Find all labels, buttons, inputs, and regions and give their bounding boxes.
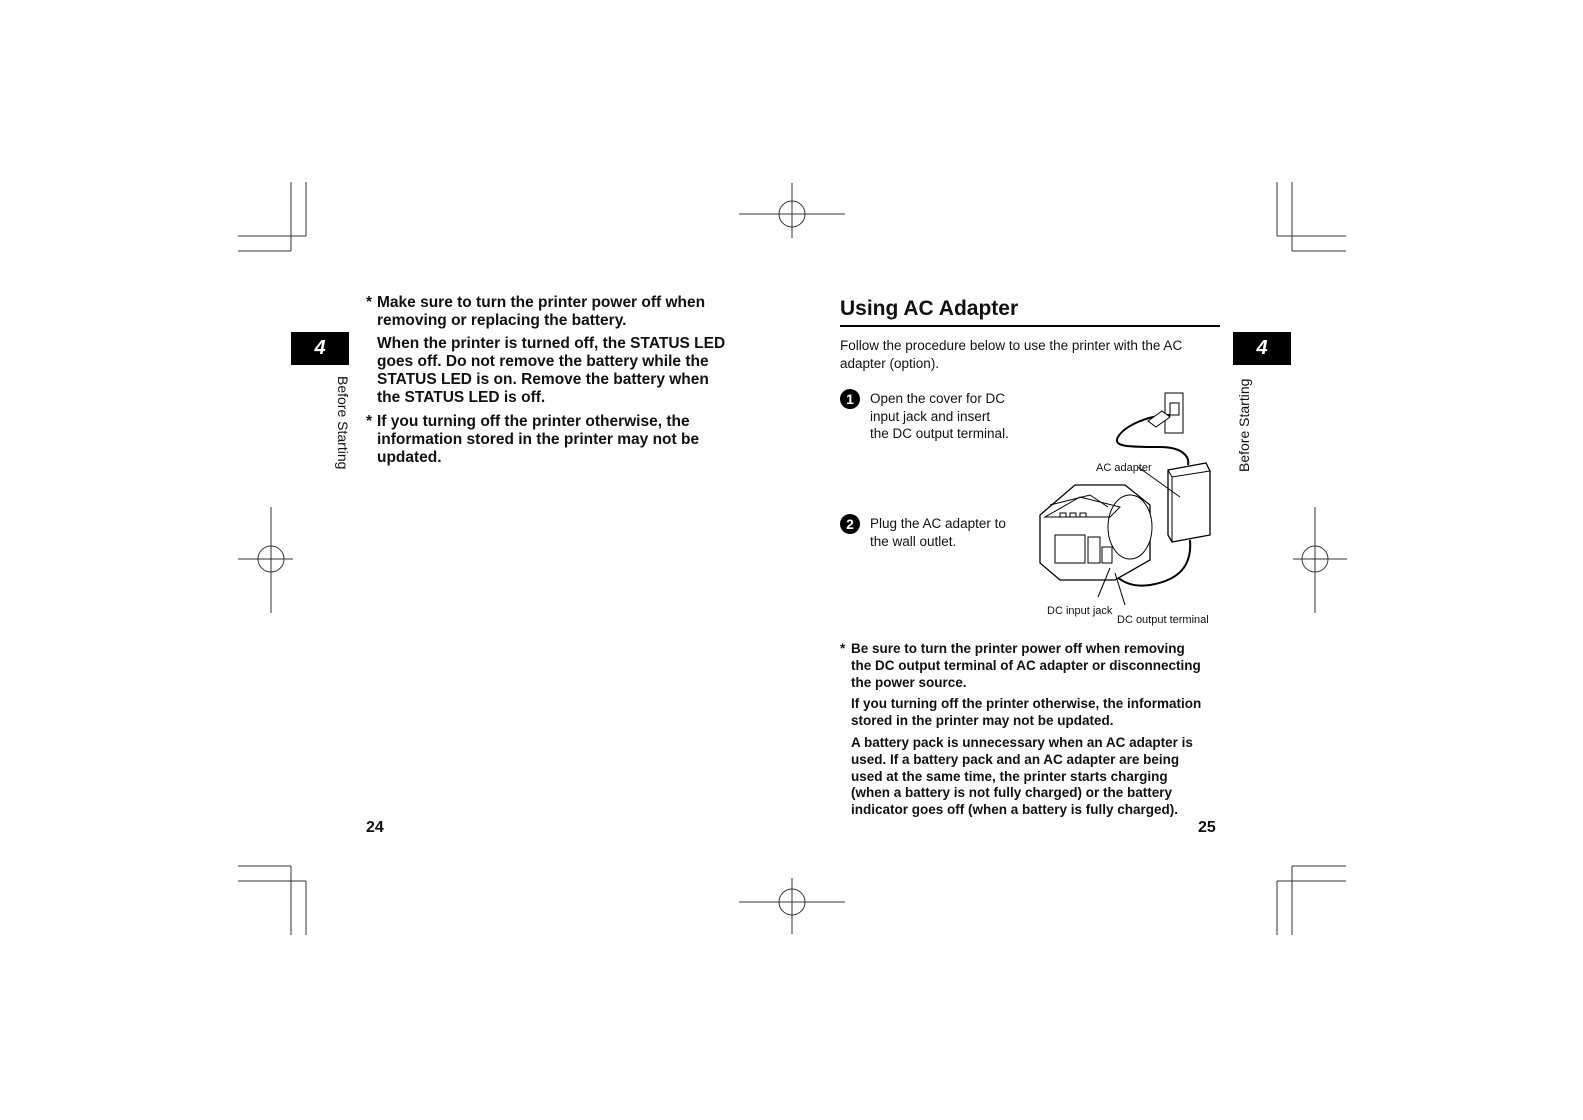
right-notes [840,641,1236,819]
chapter-number: 4 [314,337,326,359]
step-line: the wall outlet. [870,533,957,549]
note-line: updated. [377,449,442,466]
section-heading: Using AC Adapter [840,297,1019,320]
step-line: the DC output terminal. [870,426,1009,441]
chapter-tab-right [1233,332,1291,365]
note-line: stored in the printer may not be updated. [851,713,1114,729]
printer-icon [1040,485,1152,580]
note-2 [366,413,757,467]
note-line: If you turning off the printer otherwise, the information [851,696,1202,712]
step-line: Open the cover for DC [870,391,1006,406]
note-para-1 [840,641,1236,691]
step-number-badge: 1 [840,389,860,409]
note-para-2 [851,696,1236,730]
page-number-right: 25 [1198,819,1216,836]
chapter-title-vertical-left [335,376,351,469]
note-1 [366,294,757,330]
note-line: the power source. [851,674,967,690]
label-ac-adapter: AC adapter [1096,462,1152,474]
note-line: Make sure to turn the printer power off when [377,294,706,311]
step-line: Plug the AC adapter to [870,516,1006,531]
note-marker: * [366,413,373,430]
ac-adapter-illustration [1030,385,1230,630]
ac-adapter-icon [1168,463,1210,542]
note-line: When the printer is turned off, the STATUS LED [377,335,726,352]
intro-line: Follow the procedure below to use the printer with the AC [840,338,1183,353]
note-marker: * [840,641,846,656]
note-line: the DC output terminal of AC adapter or disconnecting [851,657,1201,673]
step-line: input jack and insert [870,408,991,424]
heading-rule [840,325,1220,327]
intro-line: adapter (option). [840,355,940,371]
note-line: the STATUS LED is off. [377,389,546,406]
chapter-number: 4 [1256,337,1268,359]
wall-outlet-icon [1165,393,1183,433]
note-line: information stored in the printer may not be [377,431,700,448]
note-line: used at the same time, the printer starts charging [851,768,1168,784]
chapter-title-vertical-right [1236,379,1252,472]
note-line: used. If a battery pack and an AC adapter are being [851,751,1180,767]
note-line: If you turning off the printer otherwise, the [377,413,690,430]
chapter-title: Before Starting [1236,378,1252,472]
intro-text [840,337,1220,372]
left-notes [366,294,757,467]
label-dc-input-jack: DC input jack [1047,605,1113,617]
step-text [870,515,1040,550]
note-line: goes off. Do not remove the battery while the [377,353,709,370]
chapter-tab-left [291,332,349,365]
note-line: (when a battery is not fully charged) or the battery [851,785,1173,801]
note-line: indicator goes off (when a battery is fully charged). [851,802,1179,818]
page-number-left: 24 [366,819,384,836]
step-number-badge: 2 [840,514,860,534]
label-dc-output-terminal: DC output terminal [1117,614,1209,626]
step-text [870,390,1040,443]
chapter-title: Before Starting [335,376,351,470]
note-line: STATUS LED is on. Remove the battery when [377,371,709,388]
note-marker: * [366,294,373,311]
note-line: A battery pack is unnecessary when an AC adapter is [851,734,1193,750]
note-para-3 [851,735,1236,819]
note-line: removing or replacing the battery. [377,312,627,329]
note-1-detail [377,335,757,407]
note-line: Be sure to turn the printer power off when removing [851,641,1185,656]
